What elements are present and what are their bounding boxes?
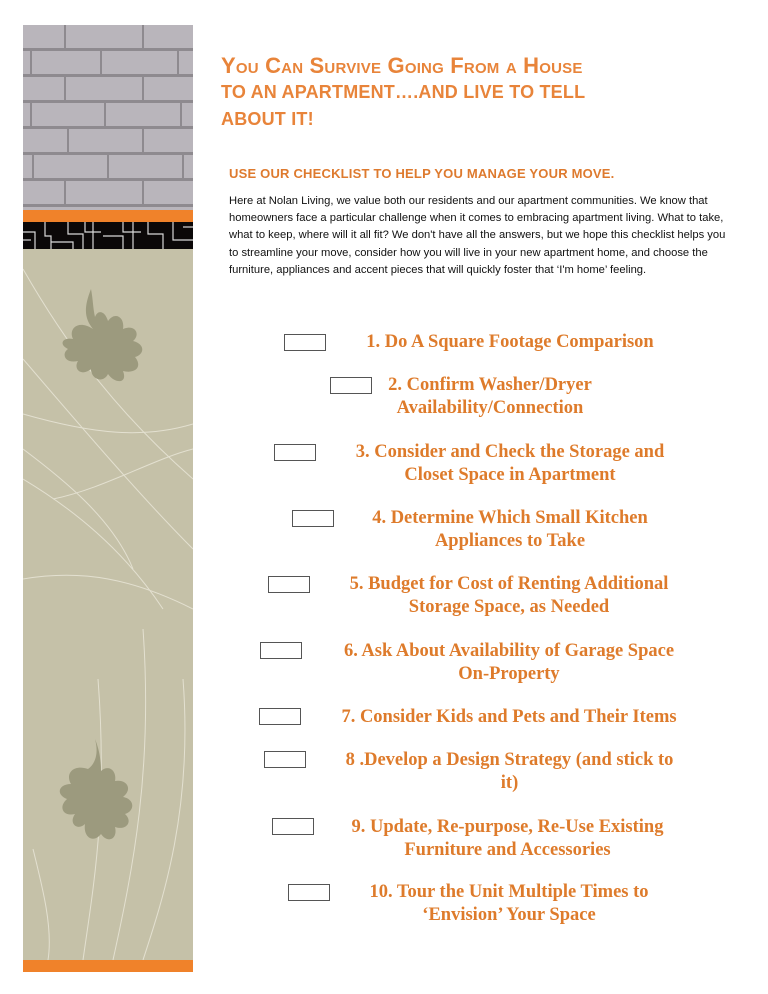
- orange-stripe-top: [23, 210, 193, 222]
- checklist-item-3: [330, 441, 690, 487]
- checkbox-item-1[interactable]: [284, 334, 326, 351]
- checklist-item-7: [318, 706, 700, 729]
- item-text: On-Property: [458, 664, 560, 684]
- checklist-item-2: [380, 374, 600, 420]
- checkbox-item-3[interactable]: [274, 444, 316, 461]
- item-text: Appliances to Take: [434, 531, 586, 551]
- checklist-subheading: USE OUR CHECKLIST TO HELP YOU MANAGE YOUR MOVE.: [229, 166, 615, 181]
- intro-paragraph: Here at Nolan Living, we value both our residents and our apartment communities. We know that homeowners face a particular challenge when it comes to embracing apartment living. What to take, what to keep, where will it all fit? We don't have all the answers, but we hope this checklist helps you to streamline your move, consider how you will live in your new apartment home, and choose the furniture, appliances and accent pieces that will quickly foster that ‘I'm home’ feeling.: [229, 195, 726, 276]
- item-text: 2. Confirm Washer/Dryer: [388, 375, 592, 395]
- khaki-panel: [23, 249, 193, 960]
- item-text: 1. Do A Square Footage Comparison: [366, 332, 654, 352]
- leaf-ornament-top: [63, 289, 143, 381]
- checklist-item-10: [346, 881, 672, 927]
- checklist-item-8: [322, 749, 697, 795]
- checkbox-item-7[interactable]: [259, 708, 301, 725]
- item-text: it): [500, 773, 519, 793]
- item-text: 5. Budget for Cost of Renting Additional: [349, 574, 669, 594]
- checklist-item-5: [324, 573, 694, 619]
- item-text: Furniture and Accessories: [404, 840, 611, 860]
- checkbox-item-2[interactable]: [330, 377, 372, 394]
- item-text: 9. Update, Re-purpose, Re-Use Existing: [351, 817, 664, 837]
- checklist-item-9: [330, 816, 685, 862]
- checkbox-item-4[interactable]: [292, 510, 334, 527]
- title-line-1: You Can Survive Going From a House: [221, 53, 583, 78]
- item-text: 8 .Develop a Design Strategy (and stick to: [345, 750, 674, 770]
- item-text: Closet Space in Apartment: [404, 465, 616, 485]
- orange-stripe-bottom: [23, 960, 193, 972]
- circuit-pattern-band: [23, 222, 193, 249]
- checkbox-item-5[interactable]: [268, 576, 310, 593]
- title-line-3: ABOUT IT!: [221, 109, 314, 129]
- checkbox-item-8[interactable]: [264, 751, 306, 768]
- leaf-ornament-bottom: [60, 739, 133, 839]
- brick-joints: [23, 25, 193, 210]
- item-text: 10. Tour the Unit Multiple Times to: [369, 882, 649, 902]
- item-text: 7. Consider Kids and Pets and Their Items: [341, 707, 677, 727]
- item-text: Storage Space, as Needed: [408, 597, 610, 617]
- item-text: 6. Ask About Availability of Garage Space: [343, 641, 675, 661]
- checklist-item-6: [318, 640, 700, 686]
- checkbox-item-6[interactable]: [260, 642, 302, 659]
- checkbox-item-9[interactable]: [272, 818, 314, 835]
- checkbox-item-10[interactable]: [288, 884, 330, 901]
- item-text: ‘Envision’ Your Space: [422, 905, 596, 925]
- checklist-item-1: [340, 331, 680, 354]
- item-text: Availability/Connection: [396, 398, 584, 418]
- decorative-sidebar: [23, 25, 193, 972]
- title-line-2: TO AN APARTMENT….AND LIVE TO TELL: [221, 82, 586, 102]
- item-text: 3. Consider and Check the Storage and: [355, 442, 665, 462]
- item-text: 4. Determine Which Small Kitchen: [372, 508, 648, 528]
- checklist-item-4: [350, 507, 670, 553]
- page-title: [221, 52, 691, 133]
- brick-wall-image: [23, 25, 193, 210]
